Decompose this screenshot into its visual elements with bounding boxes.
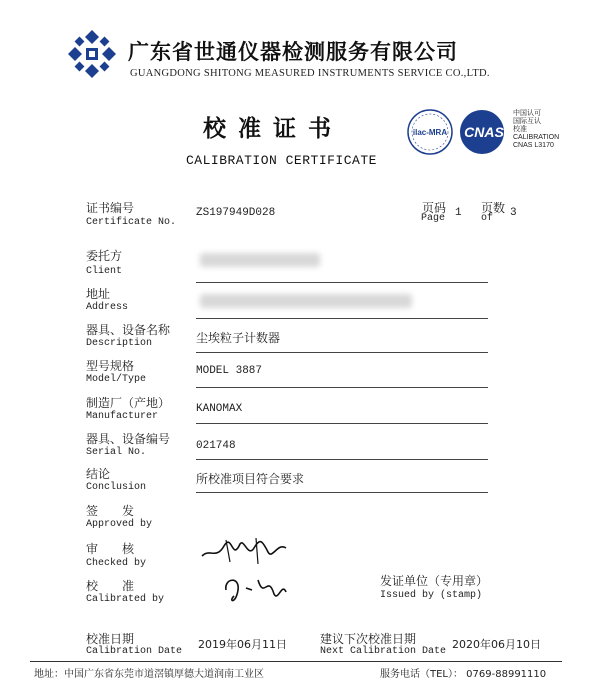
accreditation-line: 国际互认	[513, 118, 541, 125]
certificate-number-value: ZS197949D028	[196, 207, 276, 219]
approved-label-cn: 签 发	[86, 504, 135, 518]
ilac-mra-logo	[406, 108, 454, 156]
footer-phone: 服务电话（TEL）： 0769-88991110	[380, 669, 547, 680]
certificate-title-en: CALIBRATION CERTIFICATE	[186, 153, 377, 168]
page-label-cn: 页码	[422, 201, 447, 215]
next-calibration-date-label-en: Next Calibration Date	[320, 646, 447, 657]
certificate-number-label-en: Certificate No.	[86, 217, 177, 228]
address-label-cn: 地址	[86, 287, 111, 301]
calibration-date-label-en: Calibration Date	[86, 646, 183, 657]
issued-by-label-en: Issued by (stamp)	[380, 590, 483, 601]
conclusion-value: 所校准项目符合要求	[196, 472, 305, 486]
address-label-en: Address	[86, 302, 129, 313]
next-calibration-date-label-cn: 建议下次校准日期	[320, 632, 417, 646]
address-underline	[196, 318, 488, 319]
accreditation-text	[513, 110, 559, 150]
client-redacted	[200, 253, 320, 267]
address-redacted	[200, 294, 412, 308]
approved-label-en: Approved by	[86, 519, 153, 530]
certificate-number-label-cn: 证书编号	[86, 201, 135, 215]
manufacturer-value: KANOMAX	[196, 403, 243, 415]
serial-label-cn: 器具、设备编号	[86, 432, 171, 446]
conclusion-label-en: Conclusion	[86, 482, 147, 493]
client-underline	[196, 282, 488, 283]
pages-label-cn: 页数	[481, 201, 506, 215]
page-label-en: Page	[421, 213, 446, 224]
page-value: 1	[455, 207, 462, 219]
client-label-en: Client	[86, 266, 123, 277]
description-underline	[196, 352, 488, 353]
ilac-label: ilac-MRA	[412, 128, 448, 137]
description-label-cn: 器具、设备名称	[86, 323, 171, 337]
cnas-logo	[458, 108, 510, 156]
footer-address: 地址：中国广东省东莞市道滘镇厚德大道润南工业区	[34, 669, 264, 680]
model-label-cn: 型号规格	[86, 359, 135, 373]
manufacturer-label-cn: 制造厂（产地）	[86, 396, 171, 410]
company-logo	[66, 28, 118, 80]
calibrator-signature	[220, 570, 290, 608]
accreditation-line: CALIBRATION	[513, 134, 560, 141]
accreditation-line: 中国认可	[513, 110, 541, 117]
calibrated-label-en: Calibrated by	[86, 594, 165, 605]
checked-label-cn: 审 核	[86, 542, 135, 556]
serial-value: 021748	[196, 440, 236, 452]
accreditation-line: CNAS L3170	[513, 142, 554, 149]
issued-by-label-cn: 发证单位（专用章）	[380, 574, 489, 588]
serial-underline	[196, 459, 488, 460]
description-label-en: Description	[86, 338, 153, 349]
model-value: MODEL 3887	[196, 365, 263, 377]
model-label-en: Model/Type	[86, 374, 147, 385]
manufacturer-underline	[196, 423, 488, 424]
pages-label-en: of	[481, 213, 494, 224]
pages-value: 3	[510, 207, 517, 219]
serial-label-en: Serial No.	[86, 447, 147, 458]
company-name-cn: 广东省世通仪器检测服务有限公司	[128, 40, 458, 64]
next-calibration-date-value: 2020年06月10日	[452, 638, 541, 651]
company-name-en: GUANGDONG SHITONG MEASURED INSTRUMENTS SERVICE CO.,LTD.	[130, 68, 490, 79]
client-label-cn: 委托方	[86, 249, 123, 263]
checker-signature	[196, 534, 296, 568]
checked-label-en: Checked by	[86, 558, 147, 569]
certificate-title-cn: 校准证书	[203, 116, 343, 142]
footer-rule	[30, 661, 562, 662]
conclusion-label-cn: 结论	[86, 467, 111, 481]
description-value: 尘埃粒子计数器	[196, 331, 281, 345]
calibration-date-value: 2019年06月11日	[198, 638, 287, 651]
manufacturer-label-en: Manufacturer	[86, 411, 159, 422]
model-underline	[196, 387, 488, 388]
calibration-date-label-cn: 校准日期	[86, 632, 135, 646]
cnas-label: CNAS	[464, 124, 504, 140]
accreditation-line: 校准	[513, 126, 527, 133]
calibrated-label-cn: 校 准	[86, 579, 135, 593]
conclusion-underline	[196, 492, 488, 493]
